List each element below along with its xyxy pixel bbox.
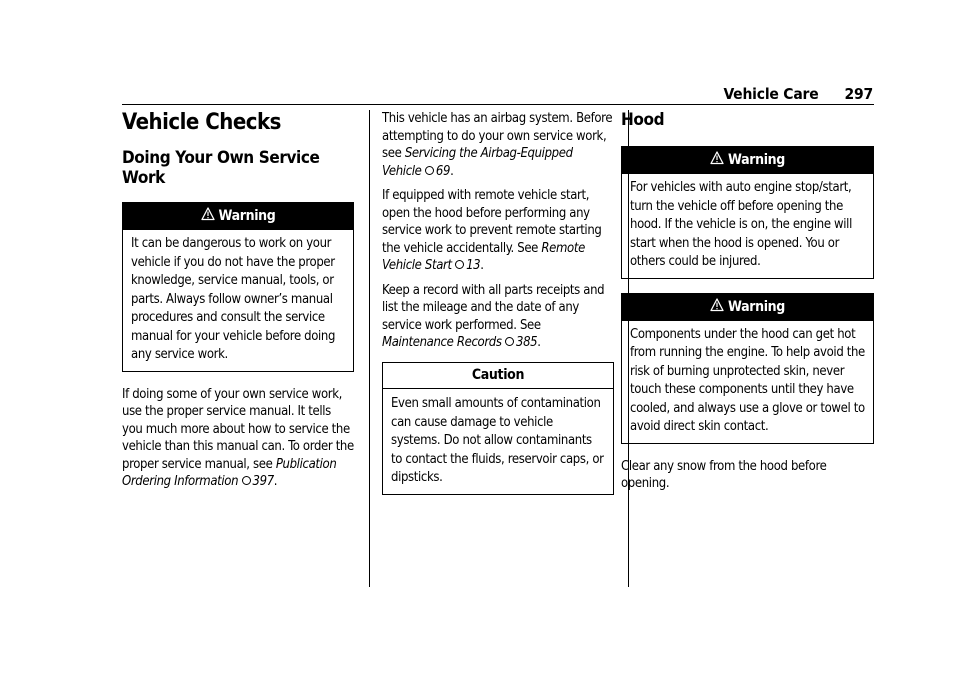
column-3 [621, 110, 874, 500]
warning-header [123, 203, 353, 230]
paragraph [382, 110, 614, 180]
paragraph [382, 282, 614, 352]
warning-label: Warning [218, 208, 276, 224]
page-reference[interactable]: 13 [466, 258, 481, 273]
warning-box [621, 146, 874, 279]
section-heading: Doing Your Own Service Work [122, 148, 320, 188]
page-reference[interactable]: 69 [435, 163, 451, 179]
warning-text: Components under the hood can get hot from running the engine. To help avoid the risk of burning unprotected skin, never touch these components until they have cooled, and always use a glove or towel to avoid direct skin contact. [630, 326, 865, 434]
paragraph: Clear any snow from the hood before opening. [621, 458, 827, 491]
cross-reference-link[interactable]: Publication Ordering Information [122, 456, 337, 489]
paragraph-end: . [480, 258, 484, 273]
column-1 [122, 110, 354, 498]
paragraph [382, 187, 614, 275]
warning-header [622, 147, 873, 174]
caution-text: Even small amounts of contamination can cause damage to vehicle systems. Do not allow contaminants to contact the fluids, reservoir caps, or dipsticks. [391, 396, 604, 485]
cross-reference-link[interactable]: Remote Vehicle Start [382, 240, 585, 273]
page-reference[interactable]: 397 [252, 474, 274, 489]
warning-triangle-icon [710, 151, 724, 165]
warning-triangle-icon [710, 298, 724, 312]
caution-label: Caution [383, 363, 613, 390]
warning-text: For vehicles with auto engine stop/start, turn the vehicle off before opening the hood. If the vehicle is on, the engine will start when the hood is opened. You or others could be injured. [630, 180, 852, 269]
header-rule [122, 104, 874, 105]
paragraph-text: This vehicle has an airbag system. Before attempting to do your own service work, see [382, 111, 613, 161]
page-number: 297 [844, 85, 873, 103]
warning-text: It can be dangerous to work on your vehicle if you do not have the proper knowledge, service manual, tools, or parts. Always follow owner’s manual procedures and consult the service manual for your vehicle before doing any service work. [131, 236, 336, 362]
warning-box [621, 293, 874, 444]
caution-box [382, 362, 614, 495]
page-reference-icon [242, 476, 251, 485]
page-title: Vehicle Checks [122, 110, 281, 135]
warning-label: Warning [728, 298, 785, 315]
warning-box [122, 202, 354, 372]
page-reference-icon [505, 337, 514, 346]
cross-reference-link[interactable]: Maintenance Records [382, 335, 502, 350]
paragraph-text: If equipped with remote vehicle start, open the hood before performing any service work to prevent remote starting the vehicle accidentally. See [382, 188, 602, 256]
cross-reference-link[interactable]: Servicing the Airbag-Equipped Vehicle [382, 146, 573, 179]
paragraph-end: . [537, 335, 541, 350]
paragraph-text: If doing some of your own service work, use the proper service manual. It tells you much more about how to service the vehicle than this manual can. To order the proper service manual, see [122, 386, 354, 472]
warning-header [622, 294, 873, 321]
paragraph-end: . [450, 163, 454, 179]
running-header-section: Vehicle Care [723, 85, 819, 103]
warning-label: Warning [728, 152, 785, 168]
column-2 [382, 110, 614, 495]
page-reference-icon [455, 260, 464, 269]
column-divider [369, 110, 370, 587]
section-heading-hood: Hood [621, 110, 665, 130]
page-header [0, 85, 873, 103]
paragraph-text: Keep a record with all parts receipts and list the mileage and the date of any service work performed. See [382, 282, 605, 333]
warning-triangle-icon [201, 207, 215, 221]
page-reference[interactable]: 385 [516, 335, 538, 350]
paragraph-end: . [273, 474, 278, 489]
paragraph [122, 386, 354, 491]
page-reference-icon [425, 166, 434, 175]
